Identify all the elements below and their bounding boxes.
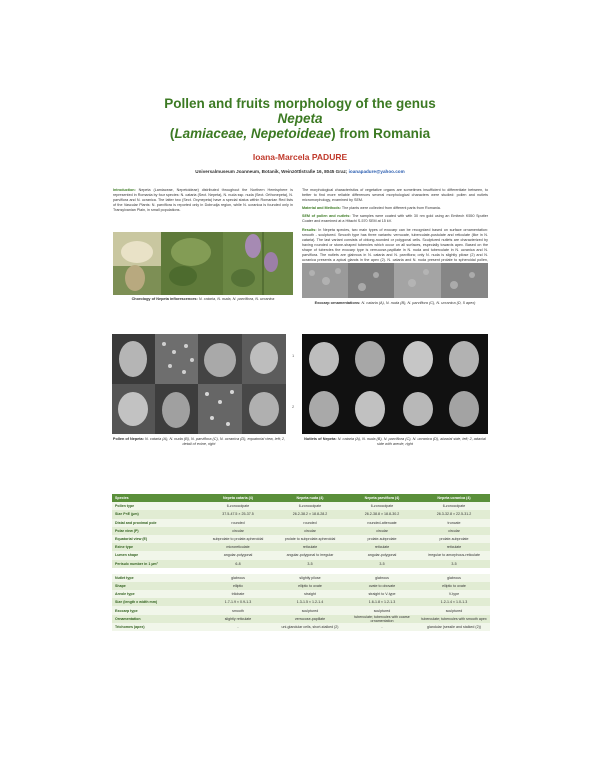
affiliation: Universalmuseum Joanneum, Botanik, Weinzöttlstraße 16, 8045 Graz; ioanapadure@yahoo.com: [195, 169, 405, 174]
table-header-cell: Species: [112, 494, 202, 502]
table-cell: circular: [346, 527, 418, 535]
table-cell: rounded-attenuate: [346, 519, 418, 527]
inflorescence-caption: Chorology of Nepeta inflorescences: N. cataria, N. nuda, N. parviflora, N. ucranica: [131, 297, 275, 301]
table-cell: 6-zonocolpate: [418, 502, 490, 510]
nutlet-sem-panel: [302, 334, 488, 434]
table-cell: tuberculate; tubercules with smooth apex: [418, 615, 490, 623]
table-cell: Perisulc number in 1 µm²: [112, 560, 202, 568]
table-cell: elliptic to ovate: [418, 582, 490, 590]
exocarp-caption: Exocarp ornamentations: N. cataria (A), N. nuda (B), N. parviflora (C), N. ucranica (D, 5 apex): [314, 301, 476, 305]
table-cell: ovate to obovate: [346, 582, 418, 590]
table-cell: 3-5: [274, 560, 346, 568]
table-cell: glabrous: [418, 574, 490, 582]
table-row: [112, 560, 490, 568]
panel-label-1: 1: [292, 353, 295, 358]
table-row: [112, 582, 490, 590]
table-cell: 6-zonocolpate: [202, 502, 274, 510]
table-cell: 26.2-38.2 × 18.8-28.2: [274, 510, 346, 518]
table-cell: Pollen type: [112, 502, 202, 510]
author-email[interactable]: ioanapadure@yahoo.com: [348, 169, 405, 174]
table-cell: 3-5: [346, 560, 418, 568]
table-cell: 1.6-1.8 × 1.2-1.3: [346, 598, 418, 606]
table-row: [112, 519, 490, 527]
table-cell: 37.5-47.5 × 25-37.5: [202, 510, 274, 518]
nutlet-caption: Nutlets of Nepeta: N. cataria (A), N. nuda (B), N. parviflora (C), N. ucranica (D), abaxial side, left; 2, adaxial side with areole, right: [304, 437, 486, 446]
table-cell: Areole type: [112, 590, 202, 598]
table-row: [112, 598, 490, 606]
exocarp-photos: [302, 263, 488, 298]
table-cell: Nutlet type: [112, 574, 202, 582]
table-cell: slightly reticulate: [202, 615, 274, 623]
table-cell: circular: [202, 527, 274, 535]
table-header-cell: Nepeta cataria (4): [202, 494, 274, 502]
table-cell: Polar view (P): [112, 527, 202, 535]
title-line-1: Pollen and fruits morphology of the genus: [164, 96, 436, 111]
table-header-row: [112, 494, 490, 502]
table-cell: circular: [274, 527, 346, 535]
table-cell: 1.3-1.5 × 1.2-1.4: [274, 598, 346, 606]
table-cell: Size (length x width mm): [112, 598, 202, 606]
table-cell: Size P×E (µm): [112, 510, 202, 518]
inflorescence-photos: [113, 232, 293, 295]
comparison-table: [112, 494, 490, 631]
table-cell: prolate-subprolate: [418, 535, 490, 543]
table-cell: glandular (sessile and stalked (2)): [418, 623, 490, 631]
table-cell: 26.3-32.8 × 22.5-31.2: [418, 510, 490, 518]
table-cell: sculptured: [346, 606, 418, 614]
table-cell: prolate-subprolate: [346, 535, 418, 543]
table-cell: 1.2-1.4 × 1.0-1.3: [418, 598, 490, 606]
table-cell: Exine type: [112, 543, 202, 551]
table-cell: -: [202, 623, 274, 631]
table-row: [112, 551, 490, 559]
table-cell: reticulate: [418, 543, 490, 551]
table-cell: sculptured: [418, 606, 490, 614]
table-row: [112, 543, 490, 551]
title-line-2: Nepeta: [277, 111, 323, 126]
table-cell: prolate to subprolate-spheroidal: [274, 535, 346, 543]
table-cell: Trichomes (apex): [112, 623, 202, 631]
exocarp-image: [302, 263, 488, 298]
table-cell: smooth: [202, 606, 274, 614]
table-cell: 3-5: [418, 560, 490, 568]
table-row: [112, 606, 490, 614]
table-cell: 1.7-1.9 × 0.9-1.3: [202, 598, 274, 606]
table-cell: straight to V-type: [346, 590, 418, 598]
pollen-sem-panel: [112, 334, 286, 434]
table-cell: 6-zonocolpate: [346, 502, 418, 510]
table-cell: 6-8: [202, 560, 274, 568]
panel-label-2: 2: [292, 404, 295, 409]
table-cell: uni-glandular cells, short-stalked (2): [274, 623, 346, 631]
sem-paragraph: SEM of pollen and nutlets: The samples were coated with with 30 nm gold using an Emitech K550 Sputter Coater and examined at a Hitachi S-570 SEM at 15 kV.: [302, 214, 488, 224]
nutlet-sem-image: [302, 334, 488, 434]
author-name: Ioana-Marcela PADURE: [252, 152, 348, 162]
table-cell: glabrous: [346, 574, 418, 582]
table-cell: slightly pilose: [274, 574, 346, 582]
table-header-cell: Nepeta nuda (4): [274, 494, 346, 502]
table-cell: straight: [274, 590, 346, 598]
table-header-cell: Nepeta parviflora (4): [346, 494, 418, 502]
title-line-3: (Lamiaceae, Nepetoideae) from Romania: [169, 126, 431, 141]
pollen-sem-image: [112, 334, 286, 434]
table-cell: Shape: [112, 582, 202, 590]
table-cell: 6-zonocolpate: [274, 502, 346, 510]
table-cell: reticulate: [274, 543, 346, 551]
table-row: [112, 535, 490, 543]
aim-paragraph: The morphological characteristics of vegetative organs are sometimes insufficient to differentiate between, to better to find more reliable differences several morphological characters were studied: pollen and nutlets micromorphology, examined by SEM.: [302, 188, 488, 203]
table-cell: elliptic to ovate: [274, 582, 346, 590]
table-cell: angular-polygonal to irregular: [274, 551, 346, 559]
table-cell: Distal and proximal pole: [112, 519, 202, 527]
table-cell: Exocarp type: [112, 606, 202, 614]
table-row: [112, 590, 490, 598]
table-cell: angular-polygonal: [202, 551, 274, 559]
inflorescence-image: [113, 232, 293, 295]
table-cell: microreticulate: [202, 543, 274, 551]
table-cell: V-type: [418, 590, 490, 598]
table-row: [112, 527, 490, 535]
table-cell: elliptic: [202, 582, 274, 590]
table-cell: truncate: [418, 519, 490, 527]
table-cell: Lumen shape: [112, 551, 202, 559]
results-paragraph: Results: In Nepeta species, two main types of exocarp can be recognized based on surface ornamentation: smooth - sculptured. Smooth type has three variants: verrucate, tuberculate-pustulate and reticulate (like in N. cataria). The last variant consists of oblong-rounded or polygonal cells. Sculptured nutlets are characterized by having rounded or stone-shaped tubercles which occur on all surfaces, especially towards apex. Based on the shape of tubercles the exocarp type is verrucose-papillate in N. nuda and tuberculate in N. ucranica and N. parviflora. The nutlets are glabrous in N. cataria and N. parviflora; only N. nuda is slightly pilose (2) and N. ucranica presents a apical glands in the apex (2). N. cataria and N. nuda present prolate to spheroidal pollen,: [302, 227, 488, 263]
table-cell: subprolate to prolate-spheroidal: [202, 535, 274, 543]
table-cell: verrucose-papillate: [274, 615, 346, 623]
table-row: [112, 623, 490, 631]
table-cell: reticulate: [346, 543, 418, 551]
table-cell: glabrous: [202, 574, 274, 582]
table-cell: sculptured: [274, 606, 346, 614]
table-cell: Ornamentation: [112, 615, 202, 623]
table-row: [112, 502, 490, 510]
table-row: [112, 615, 490, 623]
pollen-caption: Pollen of Nepeta: N. cataria (A), N. nuda (B), N. parviflora (C), N. ucranica (D), equatorial view, left; 2, detail of exine, right: [112, 437, 286, 446]
table-row: [112, 510, 490, 518]
table-cell: Equatorial view (E): [112, 535, 202, 543]
table-cell: rounded: [202, 519, 274, 527]
table-cell: trilobate: [202, 590, 274, 598]
methods-paragraph: Material and Methods: The plants were collected from different parts from Romania.: [302, 206, 441, 211]
table-cell: irregular to amorphous-reticulate: [418, 551, 490, 559]
introduction-text: Introduction: Nepeta (Lamiaceae, Nepetoideae) distributed throughout the Northern Hemisphere is represented in Romania by four species: N. cataria (Sect. Nepeta), N. nuda ssp. nuda (Sect. Orthonepeta), N. parviflora and N. ucranica. The latter two (Sect. Oxynepeta) have a special status within Romanian Red lists of the Vascular Plants: N. parviflora is reported only in Dobrudja region, while N. ucranica is founded only in Transylvanian Plain, in small populations.: [113, 188, 293, 213]
table-cell: 26.2-38.8 × 18.8-30.2: [346, 510, 418, 518]
table-cell: angular-polygonal: [346, 551, 418, 559]
table-cell: rounded: [274, 519, 346, 527]
table-header-cell: Nepeta ucranica (4): [418, 494, 490, 502]
poster-title: [0, 96, 600, 141]
table-row: [112, 574, 490, 582]
table-cell: -: [346, 623, 418, 631]
table-cell: circular: [418, 527, 490, 535]
right-column-text: [302, 188, 488, 268]
table-cell: tuberculate; tubercules with coarse ornamentation: [346, 615, 418, 623]
